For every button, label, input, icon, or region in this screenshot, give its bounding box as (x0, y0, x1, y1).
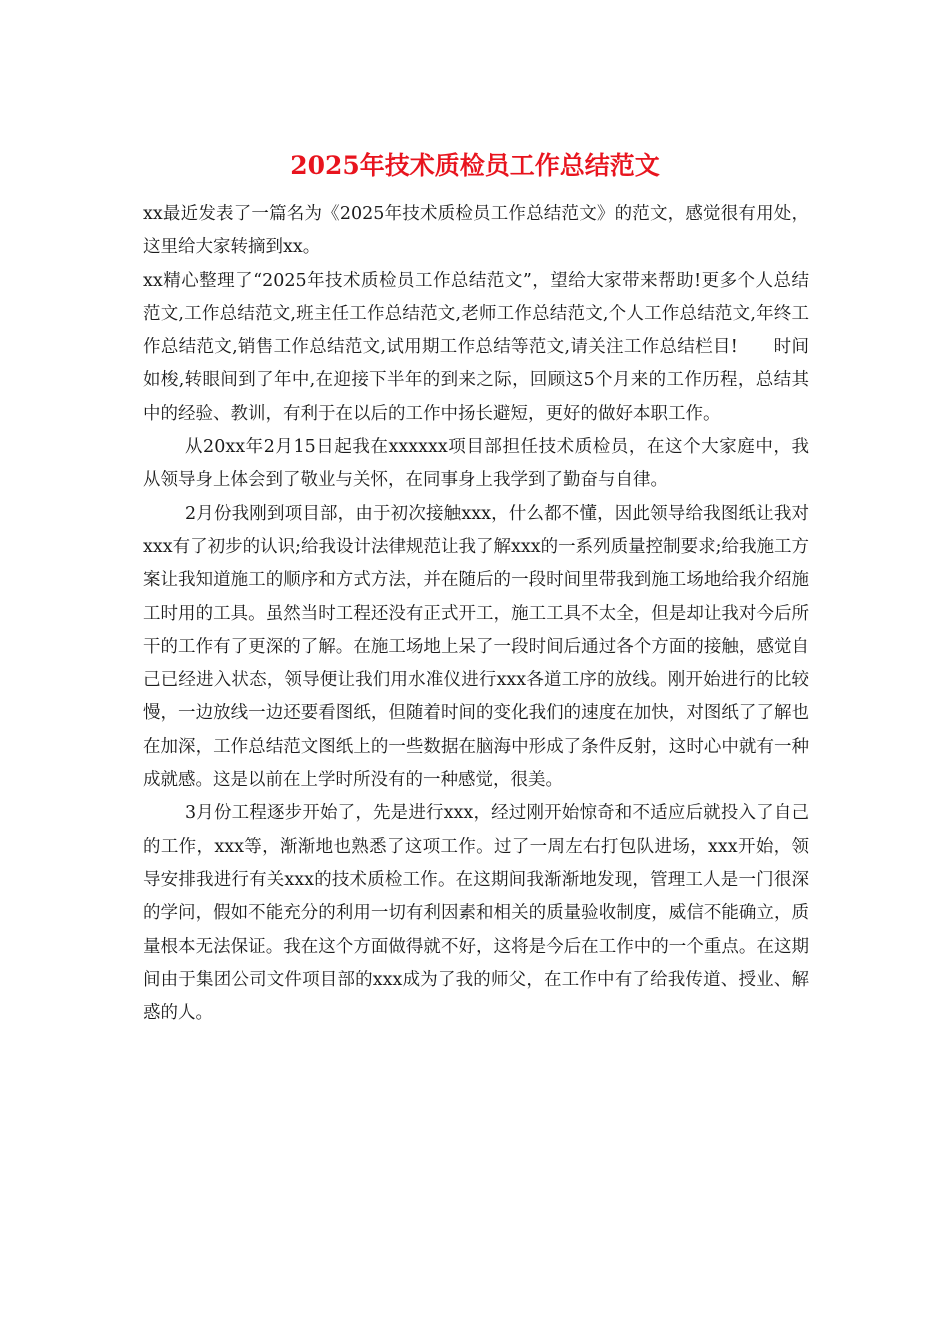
paragraph-notice: xx精心整理了“2025年技术质检员工作总结范文”，望给大家带来帮助!更多个人总结范文,工作总结范文,班主任工作总结范文,老师工作总结范文,个人工作总结范文,年终工作总结范文,销售工作总结范文,试用期工作总结等范文,请关注工作总结栏目! 时间如梭,转眼间到了年中,在迎接下半年的到来之际，回顾这5个月来的工作历程，总结其中的经验、教训，有利于在以后的工作中扬长避短，更好的做好本职工作。 (143, 270, 809, 424)
paragraph-march: 3月份工程逐步开始了，先是进行xxx，经过刚开始惊奇和不适应后就投入了自己的工作，xxx等，渐渐地也熟悉了这项工作。过了一周左右打包队进场，xxx开始，领导安排我进行有关xxx的技术质检工作。在这期间我渐渐地发现，管理工人是一门很深的学问，假如不能充分的利用一切有利因素和相关的质量验收制度，威信不能确立，质量根本无法保证。我在这个方面做得就不好，这将是今后在工作中的一个重点。在这期间由于集团公司文件项目部的xxx成为了我的师父，在工作中有了给我传道、授业、解惑的人。 (143, 803, 809, 1024)
paragraph-intro: xx最近发表了一篇名为《2025年技术质检员工作总结范文》的范文，感觉很有用处，这里给大家转摘到xx。 (143, 204, 809, 258)
document-body (143, 198, 809, 1030)
paragraph-start: 从20xx年2月15日起我在xxxxxx项目部担任技术质检员，在这个大家庭中，我从领导身上体会到了敬业与关怀，在同事身上我学到了勤奋与自律。 (143, 437, 809, 491)
document-title: 2025年技术质检员工作总结范文 (290, 151, 660, 180)
paragraph-february: 2月份我刚到项目部，由于初次接触xxx，什么都不懂，因此领导给我图纸让我对xxx有了初步的认识;给我设计法律规范让我了解xxx的一系列质量控制要求;给我施工方案让我知道施工的顺序和方式方法，并在随后的一段时间里带我到施工场地给我介绍施工时用的工具。虽然当时工程还没有正式开工，施工工具不太全，但是却让我对今后所干的工作有了更深的了解。在施工场地上呆了一段时间后通过各个方面的接触，感觉自己已经进入状态，领导便让我们用水准仪进行xxx各道工序的放线。刚开始进行的比较慢，一边放线一边还要看图纸，但随着时间的变化我们的速度在加快，对图纸了了解也在加深，工作总结范文图纸上的一些数据在脑海中形成了条件反射，这时心中就有一种成就感。这是以前在上学时所没有的一种感觉，很美。 (143, 503, 810, 791)
